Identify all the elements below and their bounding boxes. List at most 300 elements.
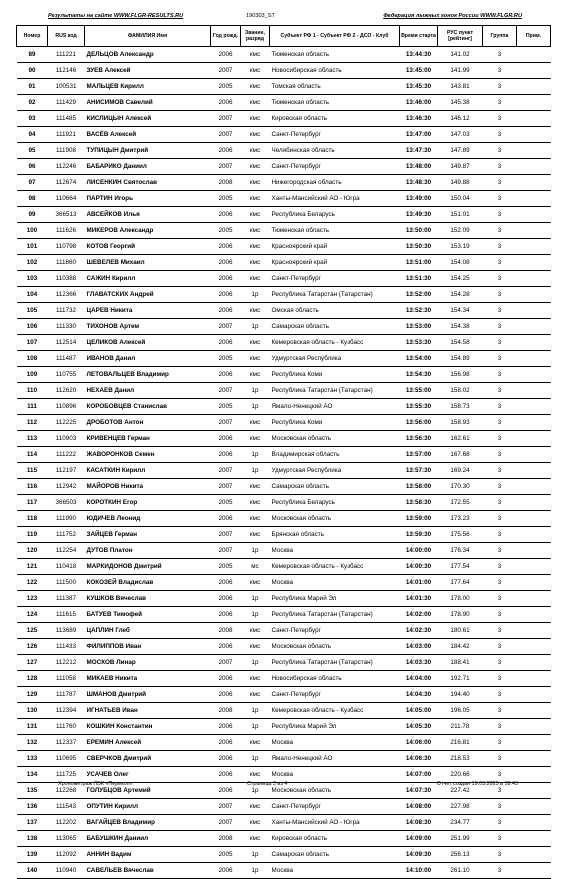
birth-year-cell: 2006 — [211, 735, 241, 751]
group-cell: 3 — [483, 783, 517, 799]
group-cell: 3 — [483, 447, 517, 463]
page-number: Страница 3 из 4 — [247, 781, 288, 787]
bib-number-cell: 122 — [17, 575, 48, 591]
start-time-cell: 13:54:30 — [400, 367, 438, 383]
rus-points-cell: 177.64 — [438, 575, 483, 591]
bib-number-cell: 134 — [17, 767, 48, 783]
start-time-cell: 14:03:30 — [400, 655, 438, 671]
rank-cell: кмс — [241, 239, 270, 255]
athlete-name-cell: КОТОВ Георгий — [85, 239, 211, 255]
start-time-cell: 13:46:30 — [400, 111, 438, 127]
rank-cell: кмс — [241, 639, 270, 655]
bib-number-cell: 112 — [17, 415, 48, 431]
bib-number-cell: 135 — [17, 783, 48, 799]
start-time-cell: 13:46:00 — [400, 95, 438, 111]
table-row — [17, 287, 551, 303]
table-row — [17, 751, 551, 767]
region-cell: Тюменская область — [270, 223, 400, 239]
region-cell: Санкт-Петербург — [270, 799, 400, 815]
athlete-name-cell: ЦАРЕВ Никита — [85, 303, 211, 319]
rank-cell: кмс — [241, 431, 270, 447]
athlete-name-cell: ПАРТИН Игорь — [85, 191, 211, 207]
athlete-name-cell: МИКЕРОВ Александр — [85, 223, 211, 239]
rus-points-cell: 141.02 — [438, 47, 483, 63]
group-cell: 3 — [483, 191, 517, 207]
group-cell: 3 — [483, 431, 517, 447]
bib-number-cell: 126 — [17, 639, 48, 655]
col-number-header: Номер — [17, 26, 48, 47]
rus-code-cell: 113689 — [48, 623, 85, 639]
rus-code-cell: 110755 — [48, 367, 85, 383]
rank-cell: кмс — [241, 671, 270, 687]
region-cell: Кировская область — [270, 831, 400, 847]
start-time-cell: 14:09:30 — [400, 847, 438, 863]
bib-number-cell: 115 — [17, 463, 48, 479]
note-cell — [517, 447, 551, 463]
athlete-name-cell: КОШКИН Константин — [85, 719, 211, 735]
group-cell: 3 — [483, 223, 517, 239]
rus-points-cell: 172.55 — [438, 495, 483, 511]
birth-year-cell: 2006 — [211, 671, 241, 687]
region-cell: Московская область — [270, 639, 400, 655]
start-time-cell: 14:08:00 — [400, 799, 438, 815]
note-cell — [517, 303, 551, 319]
rank-cell: 1р — [241, 655, 270, 671]
start-time-cell: 13:57:30 — [400, 463, 438, 479]
bib-number-cell: 105 — [17, 303, 48, 319]
rus-code-cell: 111787 — [48, 687, 85, 703]
region-cell: Красноярский край — [270, 255, 400, 271]
note-cell — [517, 111, 551, 127]
group-cell: 3 — [483, 527, 517, 543]
bib-number-cell: 110 — [17, 383, 48, 399]
rank-cell: кмс — [241, 207, 270, 223]
birth-year-cell: 2006 — [211, 591, 241, 607]
athlete-name-cell: КРИВЕНЦЕВ Герман — [85, 431, 211, 447]
region-cell: Кемеровская область - Кузбасс — [270, 335, 400, 351]
region-cell: Москва — [270, 575, 400, 591]
group-cell: 3 — [483, 287, 517, 303]
birth-year-cell: 2006 — [211, 95, 241, 111]
note-cell — [517, 143, 551, 159]
col-start-time-header: Время старта — [400, 26, 438, 47]
table-row — [17, 95, 551, 111]
rus-points-cell: 169.24 — [438, 463, 483, 479]
rus-code-cell: 110896 — [48, 399, 85, 415]
note-cell — [517, 863, 551, 879]
bib-number-cell: 124 — [17, 607, 48, 623]
rus-code-cell: 111543 — [48, 799, 85, 815]
birth-year-cell: 2005 — [211, 559, 241, 575]
group-cell: 3 — [483, 623, 517, 639]
rus-points-cell: 177.54 — [438, 559, 483, 575]
table-row — [17, 351, 551, 367]
rus-points-cell: 149.88 — [438, 175, 483, 191]
note-cell — [517, 575, 551, 591]
region-cell: Республика Марий Эл — [270, 719, 400, 735]
rank-cell: кмс — [241, 47, 270, 63]
athlete-name-cell: ЛИСЕНКИН Святослав — [85, 175, 211, 191]
group-cell: 3 — [483, 799, 517, 815]
results-site-link[interactable]: Результаты на сайте WWW.FLGR-RESULTS.RU — [48, 13, 184, 19]
note-cell — [517, 47, 551, 63]
birth-year-cell: 2006 — [211, 607, 241, 623]
rus-points-cell: 180.61 — [438, 623, 483, 639]
athlete-name-cell: ФИЛИППОВ Иван — [85, 639, 211, 655]
note-cell — [517, 415, 551, 431]
group-cell: 3 — [483, 239, 517, 255]
rus-code-cell: 111221 — [48, 47, 85, 63]
athlete-name-cell: ИВАНОВ Данил — [85, 351, 211, 367]
athlete-name-cell: ТИХОНОВ Артем — [85, 319, 211, 335]
rus-points-cell: 154.58 — [438, 335, 483, 351]
rus-points-cell: 173.23 — [438, 511, 483, 527]
rus-points-cell: 154.28 — [438, 287, 483, 303]
rus-code-cell: 110903 — [48, 431, 85, 447]
birth-year-cell: 2006 — [211, 287, 241, 303]
start-time-cell: 13:56:00 — [400, 415, 438, 431]
region-cell: Тюменская область — [270, 95, 400, 111]
region-cell: Владимирская область — [270, 447, 400, 463]
athlete-name-cell: ТУПИЦЫН Дмитрий — [85, 143, 211, 159]
group-cell: 3 — [483, 383, 517, 399]
region-cell: Кировская область — [270, 111, 400, 127]
start-time-cell: 13:57:00 — [400, 447, 438, 463]
bib-number-cell: 94 — [17, 127, 48, 143]
table-row — [17, 127, 551, 143]
group-cell: 3 — [483, 47, 517, 63]
note-cell — [517, 559, 551, 575]
athlete-name-cell: ЗУЕВ Алексей — [85, 63, 211, 79]
rus-code-cell: 111500 — [48, 575, 85, 591]
start-time-cell: 14:00:00 — [400, 543, 438, 559]
group-cell: 3 — [483, 831, 517, 847]
region-cell: Самарская область — [270, 319, 400, 335]
region-cell: Нижегородская область — [270, 175, 400, 191]
col-group-header: Группа — [483, 26, 517, 47]
bib-number-cell: 104 — [17, 287, 48, 303]
birth-year-cell: 2006 — [211, 751, 241, 767]
start-time-cell: 13:54:00 — [400, 351, 438, 367]
birth-year-cell: 2006 — [211, 47, 241, 63]
region-cell: Самарская область — [270, 479, 400, 495]
start-time-cell: 13:44:30 — [400, 47, 438, 63]
note-cell — [517, 175, 551, 191]
group-cell: 3 — [483, 543, 517, 559]
start-time-cell: 13:49:00 — [400, 191, 438, 207]
rank-cell: кмс — [241, 335, 270, 351]
federation-site-link[interactable]: Федерация лыжных гонок России WWW.FLGR.RU — [383, 13, 522, 19]
rus-code-cell: 112514 — [48, 335, 85, 351]
start-time-cell: 14:02:00 — [400, 607, 438, 623]
rank-cell: кмс — [241, 351, 270, 367]
region-cell: Республика Беларусь — [270, 207, 400, 223]
note-cell — [517, 127, 551, 143]
rank-cell: кмс — [241, 575, 270, 591]
rank-cell: 1р — [241, 607, 270, 623]
note-cell — [517, 255, 551, 271]
group-cell: 3 — [483, 159, 517, 175]
athlete-name-cell: МАРКИДОНОВ Дмитрий — [85, 559, 211, 575]
rank-cell: мс — [241, 559, 270, 575]
group-cell: 3 — [483, 751, 517, 767]
table-row — [17, 591, 551, 607]
birth-year-cell: 2007 — [211, 655, 241, 671]
group-cell: 3 — [483, 703, 517, 719]
bib-number-cell: 128 — [17, 671, 48, 687]
athlete-name-cell: АВСЕЙКОВ Илья — [85, 207, 211, 223]
table-row — [17, 367, 551, 383]
rank-cell: 1р — [241, 751, 270, 767]
note-cell — [517, 783, 551, 799]
table-row — [17, 271, 551, 287]
rank-cell: кмс — [241, 831, 270, 847]
group-cell: 3 — [483, 175, 517, 191]
timing-provider: Хронометраж ЛБК «Перекоп» — [58, 781, 133, 787]
bib-number-cell: 127 — [17, 655, 48, 671]
table-row — [17, 175, 551, 191]
table-row — [17, 431, 551, 447]
bib-number-cell: 114 — [17, 447, 48, 463]
birth-year-cell: 2008 — [211, 703, 241, 719]
rus-code-cell: 112246 — [48, 159, 85, 175]
rus-points-cell: 156.98 — [438, 367, 483, 383]
note-cell — [517, 399, 551, 415]
rus-points-cell: 216.81 — [438, 735, 483, 751]
group-cell: 3 — [483, 767, 517, 783]
rus-code-cell: 110664 — [48, 191, 85, 207]
rank-cell: 1р — [241, 847, 270, 863]
birth-year-cell: 2008 — [211, 175, 241, 191]
athlete-name-cell: ВАСЁВ Алексей — [85, 127, 211, 143]
rus-points-cell: 147.89 — [438, 143, 483, 159]
birth-year-cell: 2005 — [211, 847, 241, 863]
rus-code-cell: 100531 — [48, 79, 85, 95]
birth-year-cell: 2005 — [211, 223, 241, 239]
note-cell — [517, 479, 551, 495]
start-time-cell: 13:53:00 — [400, 319, 438, 335]
group-cell: 3 — [483, 671, 517, 687]
birth-year-cell: 2006 — [211, 687, 241, 703]
region-cell: Москва — [270, 863, 400, 879]
table-row — [17, 559, 551, 575]
group-cell: 3 — [483, 111, 517, 127]
athlete-name-cell: МИКАЕВ Никита — [85, 671, 211, 687]
rus-code-cell: 366513 — [48, 207, 85, 223]
note-cell — [517, 815, 551, 831]
start-time-cell: 13:51:00 — [400, 255, 438, 271]
table-row — [17, 703, 551, 719]
table-row — [17, 527, 551, 543]
birth-year-cell: 2007 — [211, 383, 241, 399]
table-row — [17, 399, 551, 415]
rus-points-cell: 170.30 — [438, 479, 483, 495]
rus-code-cell: 111860 — [48, 255, 85, 271]
start-time-cell: 13:52:00 — [400, 287, 438, 303]
bib-number-cell: 95 — [17, 143, 48, 159]
bib-number-cell: 99 — [17, 207, 48, 223]
bib-number-cell: 91 — [17, 79, 48, 95]
region-cell: Кемеровская область - Кузбасс — [270, 703, 400, 719]
note-cell — [517, 223, 551, 239]
rus-points-cell: 145.38 — [438, 95, 483, 111]
table-row — [17, 47, 551, 63]
note-cell — [517, 639, 551, 655]
athlete-name-cell: САВЕЛЬЕВ Вячеслав — [85, 863, 211, 879]
start-time-cell: 13:55:30 — [400, 399, 438, 415]
rus-points-cell: 192.71 — [438, 671, 483, 687]
note-cell — [517, 335, 551, 351]
birth-year-cell: 2006 — [211, 271, 241, 287]
birth-year-cell: 2006 — [211, 863, 241, 879]
bib-number-cell: 125 — [17, 623, 48, 639]
start-time-cell: 13:49:30 — [400, 207, 438, 223]
region-cell: Ямало-Ненецкий АО — [270, 751, 400, 767]
bib-number-cell: 98 — [17, 191, 48, 207]
rank-cell: кмс — [241, 415, 270, 431]
note-cell — [517, 831, 551, 847]
region-cell: Удмуртская Республика — [270, 463, 400, 479]
athlete-name-cell: МАЙОРОВ Никита — [85, 479, 211, 495]
group-cell: 3 — [483, 687, 517, 703]
rank-cell: 1р — [241, 319, 270, 335]
rus-points-cell: 251.99 — [438, 831, 483, 847]
bib-number-cell: 133 — [17, 751, 48, 767]
rus-code-cell: 111752 — [48, 527, 85, 543]
rus-code-cell: 111330 — [48, 319, 85, 335]
start-time-cell: 14:05:00 — [400, 703, 438, 719]
bib-number-cell: 106 — [17, 319, 48, 335]
athlete-name-cell: КОРОБОВЦЕВ Станислав — [85, 399, 211, 415]
region-cell: Москва — [270, 735, 400, 751]
group-cell: 3 — [483, 271, 517, 287]
start-time-cell: 13:48:30 — [400, 175, 438, 191]
rank-cell: 1р — [241, 863, 270, 879]
table-row — [17, 671, 551, 687]
table-row — [17, 255, 551, 271]
note-cell — [517, 719, 551, 735]
start-time-cell: 13:55:00 — [400, 383, 438, 399]
rus-code-cell: 111908 — [48, 143, 85, 159]
group-cell: 3 — [483, 95, 517, 111]
col-region-header: Субъект РФ 1 - Субъект РФ 2 - ДСО - Клуб — [270, 26, 400, 47]
rank-cell: кмс — [241, 127, 270, 143]
note-cell — [517, 623, 551, 639]
birth-year-cell: 2006 — [211, 719, 241, 735]
rus-code-cell: 110695 — [48, 751, 85, 767]
birth-year-cell: 2007 — [211, 799, 241, 815]
rus-points-cell: 256.13 — [438, 847, 483, 863]
group-cell: 3 — [483, 511, 517, 527]
region-cell: Республика Коми — [270, 415, 400, 431]
note-cell — [517, 655, 551, 671]
rank-cell: 1р — [241, 719, 270, 735]
athlete-name-cell: ОПУТИН Кирилл — [85, 799, 211, 815]
rank-cell: кмс — [241, 111, 270, 127]
rus-code-cell: 111760 — [48, 719, 85, 735]
region-cell: Московская область — [270, 431, 400, 447]
rus-points-cell: 227.42 — [438, 783, 483, 799]
rus-code-cell: 112146 — [48, 63, 85, 79]
note-cell — [517, 95, 551, 111]
bib-number-cell: 92 — [17, 95, 48, 111]
rus-code-cell: 111429 — [48, 95, 85, 111]
rus-code-cell: 112620 — [48, 383, 85, 399]
table-row — [17, 863, 551, 879]
group-cell: 3 — [483, 863, 517, 879]
note-cell — [517, 703, 551, 719]
group-cell: 3 — [483, 607, 517, 623]
start-time-cell: 13:50:30 — [400, 239, 438, 255]
rus-points-cell: 178.00 — [438, 591, 483, 607]
rus-code-cell: 111626 — [48, 223, 85, 239]
athlete-name-cell: ЮДИЧЕВ Леонид — [85, 511, 211, 527]
col-rus-points-header: РУС пункт [рейтинг] — [438, 26, 483, 47]
note-cell — [517, 319, 551, 335]
athlete-name-cell: ИГНАТЬЕВ Иван — [85, 703, 211, 719]
table-row — [17, 335, 551, 351]
col-rank-header: Звание, разряд — [241, 26, 270, 47]
rus-points-cell: 261.10 — [438, 863, 483, 879]
region-cell: Санкт-Петербург — [270, 127, 400, 143]
athlete-name-cell: ГЛАВАТСКИХ Андрей — [85, 287, 211, 303]
birth-year-cell: 2007 — [211, 127, 241, 143]
group-cell: 3 — [483, 367, 517, 383]
group-cell: 3 — [483, 127, 517, 143]
start-time-cell: 13:45:00 — [400, 63, 438, 79]
rank-cell: кмс — [241, 495, 270, 511]
region-cell: Тюменская область — [270, 47, 400, 63]
group-cell: 3 — [483, 815, 517, 831]
group-cell: 3 — [483, 655, 517, 671]
bib-number-cell: 107 — [17, 335, 48, 351]
table-row — [17, 303, 551, 319]
rank-cell: кмс — [241, 63, 270, 79]
start-time-cell: 13:56:30 — [400, 431, 438, 447]
table-header-row — [17, 26, 551, 47]
rank-cell: кмс — [241, 95, 270, 111]
bib-number-cell: 100 — [17, 223, 48, 239]
note-cell — [517, 159, 551, 175]
region-cell: Республика Беларусь — [270, 495, 400, 511]
note-cell — [517, 63, 551, 79]
table-body — [17, 47, 551, 879]
birth-year-cell: 2007 — [211, 319, 241, 335]
table-row — [17, 847, 551, 863]
birth-year-cell: 2006 — [211, 447, 241, 463]
rus-code-cell: 112674 — [48, 175, 85, 191]
table-row — [17, 799, 551, 815]
table-row — [17, 735, 551, 751]
birth-year-cell: 2007 — [211, 63, 241, 79]
page-header — [0, 13, 566, 23]
start-list-table — [16, 25, 551, 879]
region-cell: Санкт-Петербург — [270, 623, 400, 639]
rus-points-cell: 154.08 — [438, 255, 483, 271]
region-cell: Москва — [270, 543, 400, 559]
start-time-cell: 13:48:00 — [400, 159, 438, 175]
table-row — [17, 719, 551, 735]
rus-code-cell: 112394 — [48, 703, 85, 719]
bib-number-cell: 108 — [17, 351, 48, 367]
rus-code-cell: 110798 — [48, 239, 85, 255]
rus-points-cell: 188.41 — [438, 655, 483, 671]
rank-cell: 1р — [241, 399, 270, 415]
rank-cell: 1р — [241, 463, 270, 479]
note-cell — [517, 591, 551, 607]
region-cell: Санкт-Петербург — [270, 159, 400, 175]
start-time-cell: 14:01:00 — [400, 575, 438, 591]
